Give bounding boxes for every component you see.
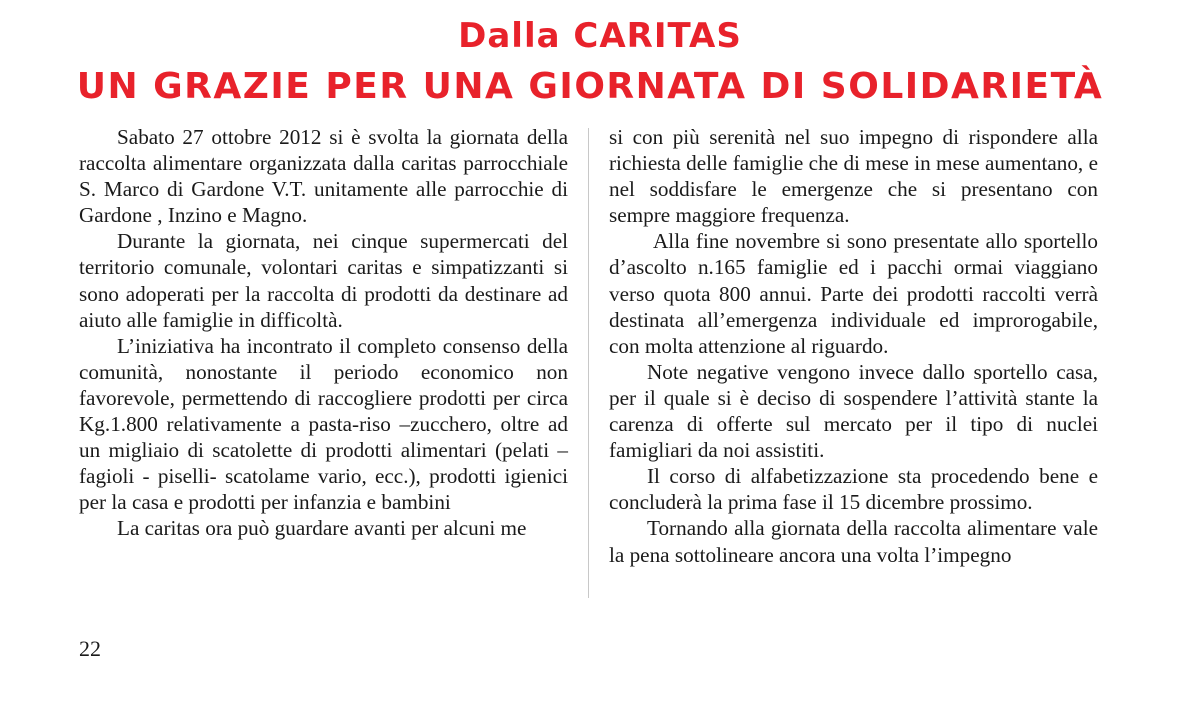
article-kicker: Dalla CARITAS [458,16,742,56]
article-title: UN GRAZIE PER UNA GIORNATA DI SOLIDARIETÀ [76,66,1104,107]
paragraph: Sabato 27 ottobre 2012 si è svolta la giornata della raccolta alimentare organizzata dalla caritas parrocchiale S. Marco di Gardone V.T. unitamente alle parrocchie di Gardone , Inzino e Magno. [79,125,568,228]
paragraph: L’iniziativa ha incontrato il completo consenso della comunità, nonostante il periodo economico non favorevole, permettendo di raccogliere prodotti per circa Kg.1.800 relativamente a pasta-riso –zucchero, oltre ad un migliaio di scatolette di prodotti alimentari (pelati – fagioli - piselli- scatolame vario, ecc.), prodotti igienici per la casa e prodotti per infanzia e bambini [79,333,568,515]
paragraph: Tornando alla giornata della raccolta alimentare vale la pena sottolineare ancora una volta l’impegno [609,516,1098,567]
column-divider [588,128,589,598]
paragraph: Alla fine novembre si sono presentate allo sportello d’ascolto n.165 famiglie ed i pacchi ormai viaggiano verso quota 800 annui. Parte dei prodotti raccolti verrà destinata all’emergenza individuale ed improrogabile, con molta attenzione al riguardo. [609,229,1098,358]
paragraph: Note negative vengono invece dallo sportello casa, per il quale si è deciso di sospendere l’attività stante la carenza di offerte sul mercato per il tipo di nuclei famigliari da noi assistiti. [609,359,1098,463]
left-text-column [79,124,568,542]
page-number: 22 [79,636,101,661]
paragraph: Durante la giornata, nei cinque supermercati del territorio comunale, volontari caritas e simpatizzanti si sono adoperati per la raccolta di prodotti da destinare ad aiuto alle famiglie in difficoltà. [79,229,568,332]
right-text-column [609,124,1098,568]
paragraph: La caritas ora può guardare avanti per alcuni me [117,516,527,541]
paragraph: si con più serenità nel suo impegno di rispondere alla richiesta delle famiglie che di mese in mese aumentano, e nel soddisfare le emergenze che si presentano con sempre maggiore frequenza. [609,125,1098,228]
paragraph: Il corso di alfabetizzazione sta procedendo bene e concluderà la prima fase il 15 dicembre prossimo. [609,464,1098,515]
